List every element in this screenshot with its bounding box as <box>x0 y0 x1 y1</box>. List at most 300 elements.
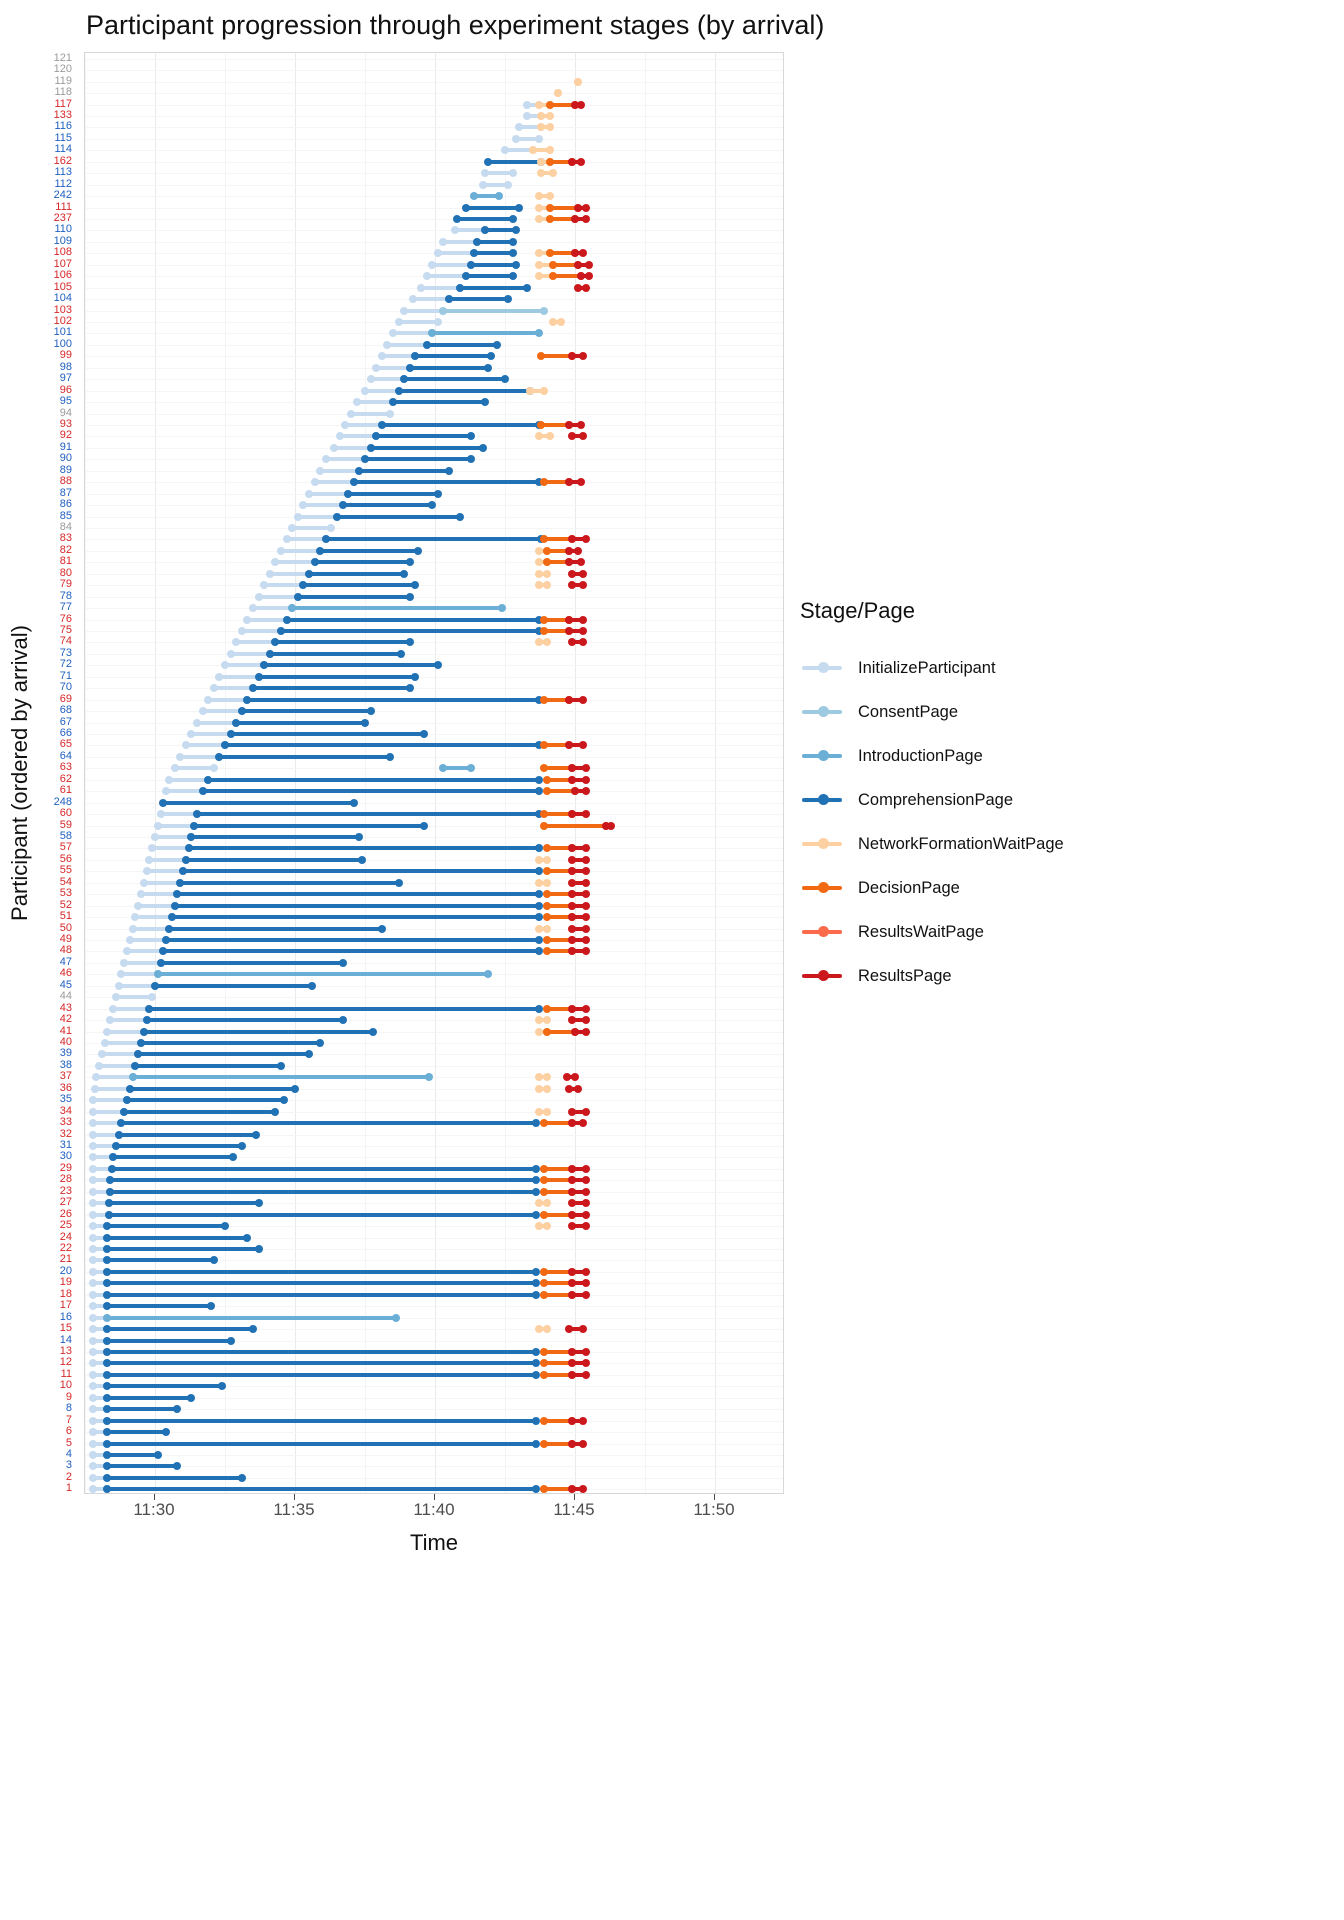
stage-point <box>103 1451 111 1459</box>
gridline-major <box>435 53 436 1493</box>
stage-point <box>89 1176 97 1184</box>
stage-point <box>481 398 489 406</box>
stage-segment <box>351 412 390 416</box>
y-axis-tick-label: 37 <box>59 1070 72 1083</box>
y-axis-tick-label: 70 <box>59 681 72 694</box>
stage-point <box>227 650 235 658</box>
stage-point <box>495 192 503 200</box>
stage-point <box>185 844 193 852</box>
stage-point <box>117 970 125 978</box>
stage-segment <box>110 1178 536 1182</box>
stage-point <box>89 1405 97 1413</box>
stage-point <box>543 638 551 646</box>
stage-segment <box>382 354 416 358</box>
stage-segment <box>180 755 219 759</box>
stage-point <box>305 570 313 578</box>
stage-segment <box>186 743 225 747</box>
y-axis-tick-label: 113 <box>54 166 72 179</box>
stage-point <box>546 249 554 257</box>
stage-point <box>187 833 195 841</box>
legend-label: DecisionPage <box>858 878 960 897</box>
page-title: Participant progression through experiment stages (by arrival) <box>86 10 825 40</box>
stage-point <box>453 215 461 223</box>
y-axis-tick-label: 107 <box>53 257 72 270</box>
stage-point <box>543 947 551 955</box>
stage-point <box>103 1279 111 1287</box>
stage-point <box>89 1108 97 1116</box>
stage-point <box>579 616 587 624</box>
stage-point <box>512 261 520 269</box>
stage-segment <box>172 915 539 919</box>
stage-point <box>535 432 543 440</box>
stage-point <box>445 295 453 303</box>
stage-point <box>535 272 543 280</box>
stage-point <box>579 352 587 360</box>
gridline-major <box>155 53 156 1493</box>
stage-point <box>414 547 422 555</box>
stage-point <box>535 947 543 955</box>
gridline-row <box>85 597 783 598</box>
y-axis-tick-label: 106 <box>53 269 72 282</box>
stage-segment <box>247 618 286 622</box>
stage-point <box>574 78 582 86</box>
stage-segment <box>183 869 539 873</box>
stage-point <box>204 776 212 784</box>
stage-point <box>484 364 492 372</box>
stage-point <box>568 1165 576 1173</box>
stage-point <box>378 421 386 429</box>
stage-segment <box>219 755 390 759</box>
stage-point <box>89 1142 97 1150</box>
stage-segment <box>432 331 538 335</box>
stage-point <box>89 1394 97 1402</box>
y-axis-tick-label: 104 <box>53 292 72 305</box>
x-axis-tick-label: 11:30 <box>133 1500 175 1519</box>
stage-segment <box>348 492 438 496</box>
stage-point <box>89 1474 97 1482</box>
x-axis-tick-label: 11:45 <box>553 1500 595 1519</box>
gridline-row <box>85 1409 783 1410</box>
stage-segment <box>399 320 438 324</box>
y-axis-tick-label: 24 <box>59 1230 72 1243</box>
y-axis-tick-label: 121 <box>53 51 72 64</box>
stage-point <box>397 650 405 658</box>
stage-point <box>386 410 394 418</box>
stage-segment <box>107 1339 230 1343</box>
y-axis-tick-label: 66 <box>59 726 72 739</box>
stage-segment <box>119 1133 256 1137</box>
stage-point <box>540 387 548 395</box>
stage-segment <box>189 846 539 850</box>
y-axis-tick-label: 133 <box>53 108 72 121</box>
stage-point <box>238 1142 246 1150</box>
stage-point <box>199 707 207 715</box>
stage-point <box>392 1314 400 1322</box>
stage-point <box>546 101 554 109</box>
y-axis-tick-label: 36 <box>59 1081 72 1094</box>
stage-segment <box>96 1075 132 1079</box>
stage-point <box>89 1359 97 1367</box>
stage-point <box>571 1028 579 1036</box>
stage-point <box>543 1073 551 1081</box>
y-axis-tick-label: 51 <box>59 910 72 923</box>
gridline-row <box>85 997 783 998</box>
stage-point <box>543 1199 551 1207</box>
stage-point <box>540 1119 548 1127</box>
stage-point <box>434 490 442 498</box>
stage-point <box>535 192 543 200</box>
stage-point <box>120 1108 128 1116</box>
y-axis-tick-label: 120 <box>53 63 72 76</box>
stage-point <box>565 421 573 429</box>
legend-label: IntroductionPage <box>858 746 983 765</box>
stage-point <box>117 1119 125 1127</box>
stage-segment <box>421 286 460 290</box>
legend <box>800 598 1130 998</box>
stage-point <box>532 1348 540 1356</box>
stage-point <box>565 1325 573 1333</box>
stage-point <box>134 902 142 910</box>
stage-point <box>579 1485 587 1493</box>
legend-swatch <box>800 831 844 857</box>
y-axis-tick-label: 21 <box>59 1253 72 1266</box>
stage-segment <box>404 377 505 381</box>
y-axis-tick-label: 111 <box>55 200 72 213</box>
y-axis-tick-label: 108 <box>53 246 72 259</box>
stage-segment <box>337 515 460 519</box>
stage-point <box>271 638 279 646</box>
stage-point <box>353 398 361 406</box>
stage-point <box>543 1108 551 1116</box>
gridline-row <box>85 1455 783 1456</box>
stage-point <box>157 810 165 818</box>
stage-point <box>154 822 162 830</box>
stage-point <box>462 272 470 280</box>
y-axis-tick-label: 88 <box>59 475 72 488</box>
y-axis-tick-label: 27 <box>59 1196 72 1209</box>
stage-point <box>249 1325 257 1333</box>
legend-label: ResultsWaitPage <box>858 922 984 941</box>
stage-point <box>129 1073 137 1081</box>
stage-point <box>291 1085 299 1093</box>
stage-point <box>411 581 419 589</box>
stage-point <box>540 1440 548 1448</box>
stage-point <box>456 513 464 521</box>
stage-point <box>361 387 369 395</box>
stage-point <box>509 169 517 177</box>
stage-segment <box>231 732 424 736</box>
y-axis-tick-label: 45 <box>59 978 72 991</box>
stage-segment <box>107 1350 535 1354</box>
stage-point <box>535 776 543 784</box>
y-axis-tick-label: 13 <box>59 1344 72 1357</box>
stage-point <box>89 1199 97 1207</box>
stage-point <box>574 204 582 212</box>
stage-point <box>103 1382 111 1390</box>
stage-point <box>582 776 590 784</box>
stage-segment <box>169 927 382 931</box>
stage-point <box>173 1405 181 1413</box>
y-axis-tick-label: 35 <box>59 1093 72 1106</box>
stage-point <box>540 696 548 704</box>
stage-segment <box>281 549 320 553</box>
stage-point <box>89 1314 97 1322</box>
legend-swatch <box>800 699 844 725</box>
stage-point <box>103 1337 111 1345</box>
stage-point <box>543 867 551 875</box>
stage-segment <box>107 1361 535 1365</box>
stage-point <box>103 1028 111 1036</box>
stage-segment <box>186 858 362 862</box>
stage-segment <box>270 652 402 656</box>
y-axis-tick-label: 28 <box>59 1173 72 1186</box>
stage-point <box>89 1165 97 1173</box>
legend-item <box>800 646 1130 690</box>
y-axis-tick-label: 60 <box>59 807 72 820</box>
stage-point <box>540 1165 548 1173</box>
stage-point <box>411 352 419 360</box>
stage-point <box>543 913 551 921</box>
stage-point <box>582 1005 590 1013</box>
stage-point <box>579 741 587 749</box>
stage-point <box>582 1199 590 1207</box>
stage-point <box>238 1474 246 1482</box>
stage-point <box>89 1153 97 1161</box>
stage-point <box>543 570 551 578</box>
stage-segment <box>138 904 174 908</box>
gridline-minor <box>225 53 226 1493</box>
stage-point <box>173 890 181 898</box>
gridline-minor <box>85 53 86 1493</box>
stage-point <box>108 1165 116 1173</box>
stage-point <box>543 902 551 910</box>
stage-point <box>582 890 590 898</box>
stage-segment <box>236 640 275 644</box>
stage-point <box>395 879 403 887</box>
stage-point <box>103 1474 111 1482</box>
stage-point <box>280 1096 288 1104</box>
stage-point <box>249 684 257 692</box>
stage-point <box>367 375 375 383</box>
stage-point <box>103 1268 111 1276</box>
stage-point <box>176 753 184 761</box>
y-axis-tick-label: 38 <box>59 1058 72 1071</box>
gridline-row <box>85 585 783 586</box>
y-axis-tick-label: 63 <box>59 761 72 774</box>
stage-point <box>577 421 585 429</box>
stage-segment <box>155 835 191 839</box>
stage-point <box>89 1451 97 1459</box>
stage-point <box>535 1073 543 1081</box>
stage-point <box>535 570 543 578</box>
y-axis-tick-label: 68 <box>59 704 72 717</box>
stage-point <box>579 638 587 646</box>
y-axis-tick-label: 76 <box>59 612 72 625</box>
stage-point <box>243 696 251 704</box>
stage-segment <box>107 1293 535 1297</box>
y-axis-tick-label: 40 <box>59 1035 72 1048</box>
stage-point <box>535 1005 543 1013</box>
stage-point <box>249 604 257 612</box>
stage-point <box>283 616 291 624</box>
stage-segment <box>303 503 342 507</box>
stage-point <box>532 1440 540 1448</box>
stage-segment <box>141 892 177 896</box>
stage-point <box>105 1211 113 1219</box>
stage-point <box>252 1131 260 1139</box>
stage-point <box>543 936 551 944</box>
stage-point <box>428 261 436 269</box>
stage-point <box>535 1325 543 1333</box>
gridline-row <box>85 162 783 163</box>
stage-segment <box>236 721 365 725</box>
stage-segment <box>107 1430 166 1434</box>
stage-point <box>540 764 548 772</box>
stage-segment <box>225 663 264 667</box>
stage-point <box>546 432 554 440</box>
stage-point <box>537 352 545 360</box>
stage-point <box>568 1108 576 1116</box>
stage-point <box>535 913 543 921</box>
stage-point <box>120 959 128 967</box>
legend-item <box>800 822 1130 866</box>
gridline-row <box>85 116 783 117</box>
stage-point <box>532 1119 540 1127</box>
stage-segment <box>242 709 371 713</box>
stage-point <box>565 741 573 749</box>
y-axis-tick-label: 48 <box>59 944 72 957</box>
stage-point <box>425 1073 433 1081</box>
stage-point <box>565 558 573 566</box>
stage-segment <box>107 1384 222 1388</box>
stage-segment <box>166 938 538 942</box>
y-axis-tick-label: 80 <box>59 566 72 579</box>
stage-segment <box>116 995 152 999</box>
stage-point <box>91 1085 99 1093</box>
stage-point <box>179 867 187 875</box>
stage-point <box>568 879 576 887</box>
stage-segment <box>292 606 502 610</box>
stage-segment <box>225 743 539 747</box>
x-axis-tick-label: 11:50 <box>693 1500 735 1519</box>
stage-point <box>540 1268 548 1276</box>
stage-segment <box>107 1316 395 1320</box>
stage-point <box>582 856 590 864</box>
stage-point <box>535 135 543 143</box>
gridline-row <box>85 677 783 678</box>
stage-segment <box>166 789 202 793</box>
stage-point <box>582 1222 590 1230</box>
stage-point <box>501 146 509 154</box>
y-axis-tick-label: 89 <box>59 463 72 476</box>
y-axis-tick-label: 8 <box>65 1402 72 1415</box>
stage-segment <box>203 709 242 713</box>
stage-point <box>568 1005 576 1013</box>
stage-point <box>229 1153 237 1161</box>
stage-point <box>336 432 344 440</box>
stage-point <box>540 1188 548 1196</box>
stage-point <box>577 558 585 566</box>
stage-point <box>369 1028 377 1036</box>
stage-point <box>243 1234 251 1242</box>
y-axis-tick-label: 34 <box>59 1104 72 1117</box>
stage-segment <box>466 274 514 278</box>
y-axis-tick-label: 4 <box>65 1447 72 1460</box>
stage-point <box>89 1245 97 1253</box>
stage-point <box>540 307 548 315</box>
stage-segment <box>135 1064 281 1068</box>
legend-title: Stage/Page <box>800 598 915 623</box>
stage-point <box>434 318 442 326</box>
stage-point <box>372 364 380 372</box>
y-axis-tick-label: 25 <box>59 1219 72 1232</box>
stage-point <box>143 1016 151 1024</box>
y-axis-tick-label: 97 <box>59 372 72 385</box>
stage-point <box>112 993 120 1001</box>
stage-point <box>378 352 386 360</box>
stage-point <box>535 890 543 898</box>
stage-point <box>406 684 414 692</box>
gridline-row <box>85 82 783 83</box>
stage-segment <box>138 1052 309 1056</box>
stage-segment <box>109 1201 259 1205</box>
stage-point <box>577 158 585 166</box>
stage-point <box>89 1279 97 1287</box>
gridline-row <box>85 242 783 243</box>
y-axis-tick-label: 78 <box>59 589 72 602</box>
stage-point <box>540 1348 548 1356</box>
y-axis-tick-label: 73 <box>59 646 72 659</box>
stage-segment <box>119 984 155 988</box>
stage-point <box>266 570 274 578</box>
stage-point <box>389 329 397 337</box>
stage-point <box>568 925 576 933</box>
stage-point <box>103 1314 111 1322</box>
stage-point <box>537 169 545 177</box>
stage-segment <box>326 457 365 461</box>
stage-point <box>540 810 548 818</box>
stage-segment <box>259 675 416 679</box>
y-axis-tick-label: 117 <box>54 97 72 110</box>
stage-segment <box>127 949 163 953</box>
gridline-minor <box>365 53 366 1493</box>
stage-point <box>423 341 431 349</box>
stage-point <box>535 1199 543 1207</box>
stage-point <box>568 1440 576 1448</box>
stage-point <box>579 1119 587 1127</box>
stage-point <box>484 158 492 166</box>
stage-segment <box>287 618 539 622</box>
stage-point <box>305 490 313 498</box>
stage-point <box>509 272 517 280</box>
legend-label: NetworkFormationWaitPage <box>858 834 1064 853</box>
stage-segment <box>275 560 314 564</box>
stage-point <box>106 1176 114 1184</box>
stage-point <box>484 970 492 978</box>
stage-point <box>582 1279 590 1287</box>
gridline-row <box>85 93 783 94</box>
y-axis-tick-label: 43 <box>59 1001 72 1014</box>
stage-point <box>467 261 475 269</box>
stage-point <box>137 1039 145 1047</box>
y-axis-tick-label: 39 <box>59 1047 72 1060</box>
stage-point <box>409 295 417 303</box>
stage-point <box>103 1245 111 1253</box>
stage-point <box>260 661 268 669</box>
stage-point <box>232 719 240 727</box>
stage-point <box>540 1371 548 1379</box>
stage-segment <box>393 400 485 404</box>
